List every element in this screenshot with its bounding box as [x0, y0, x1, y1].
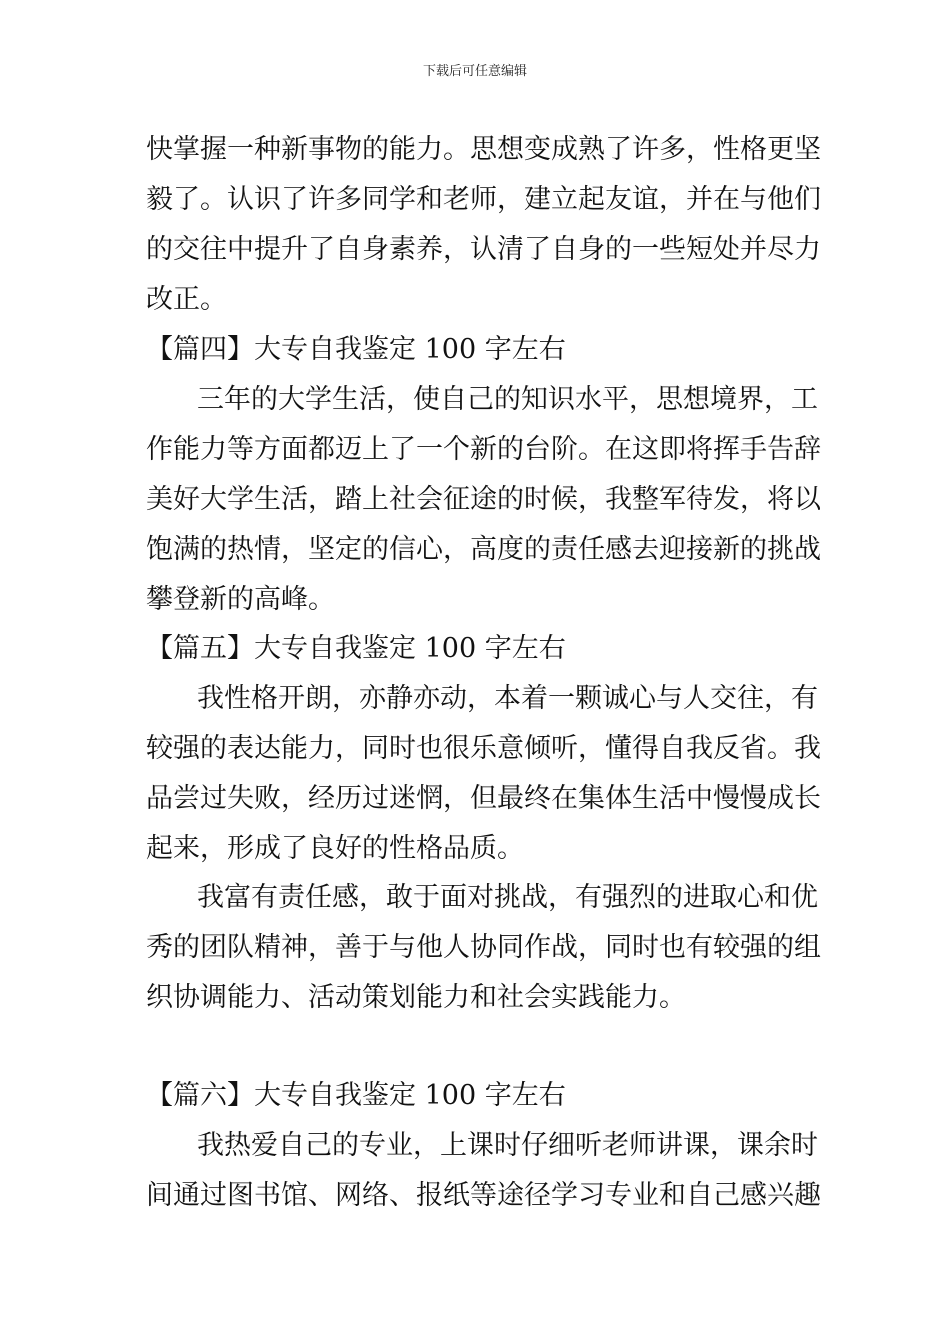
paragraph-line: 攀登新的高峰。 — [146, 584, 335, 615]
section-heading: 【篇五】大专自我鉴定 100 字左右 — [146, 633, 566, 664]
paragraph-line: 我富有责任感，敢于面对挑战，有强烈的进取心和优 — [197, 882, 818, 913]
paragraph-line: 美好大学生活，踏上社会征途的时候，我整军待发，将以 — [146, 484, 821, 515]
paragraph-line: 间通过图书馆、网络、报纸等途径学习专业和自己感兴趣 — [146, 1180, 821, 1211]
paragraph-line: 织协调能力、活动策划能力和社会实践能力。 — [146, 982, 686, 1013]
paragraph-line: 品尝过失败，经历过迷惘，但最终在集体生活中慢慢成长 — [146, 783, 821, 814]
paragraph-line: 起来，形成了良好的性格品质。 — [146, 833, 524, 864]
paragraph-line: 快掌握一种新事物的能力。思想变成熟了许多，性格更坚 — [146, 134, 821, 165]
section-heading: 【篇四】大专自我鉴定 100 字左右 — [146, 334, 566, 365]
paragraph-line: 三年的大学生活，使自己的知识水平，思想境界，工 — [197, 384, 818, 415]
section-heading: 【篇六】大专自我鉴定 100 字左右 — [146, 1080, 566, 1111]
paragraph-line: 我性格开朗，亦静亦动，本着一颗诚心与人交往，有 — [197, 683, 818, 714]
paragraph-line: 作能力等方面都迈上了一个新的台阶。在这即将挥手告辞 — [146, 434, 821, 465]
paragraph-line: 较强的表达能力，同时也很乐意倾听，懂得自我反省。我 — [146, 733, 821, 764]
paragraph-line: 我热爱自己的专业，上课时仔细听老师讲课，课余时 — [197, 1130, 818, 1161]
paragraph-line: 改正。 — [146, 284, 227, 315]
paragraph-line: 秀的团队精神，善于与他人协同作战，同时也有较强的组 — [146, 932, 821, 963]
paragraph-line: 毅了。认识了许多同学和老师，建立起友谊，并在与他们 — [146, 184, 821, 215]
paragraph-line: 饱满的热情，坚定的信心，高度的责任感去迎接新的挑战 — [146, 534, 821, 565]
page-header: 下载后可任意编辑 — [422, 64, 527, 79]
paragraph-line: 的交往中提升了自身素养，认清了自身的一些短处并尽力 — [146, 234, 821, 265]
